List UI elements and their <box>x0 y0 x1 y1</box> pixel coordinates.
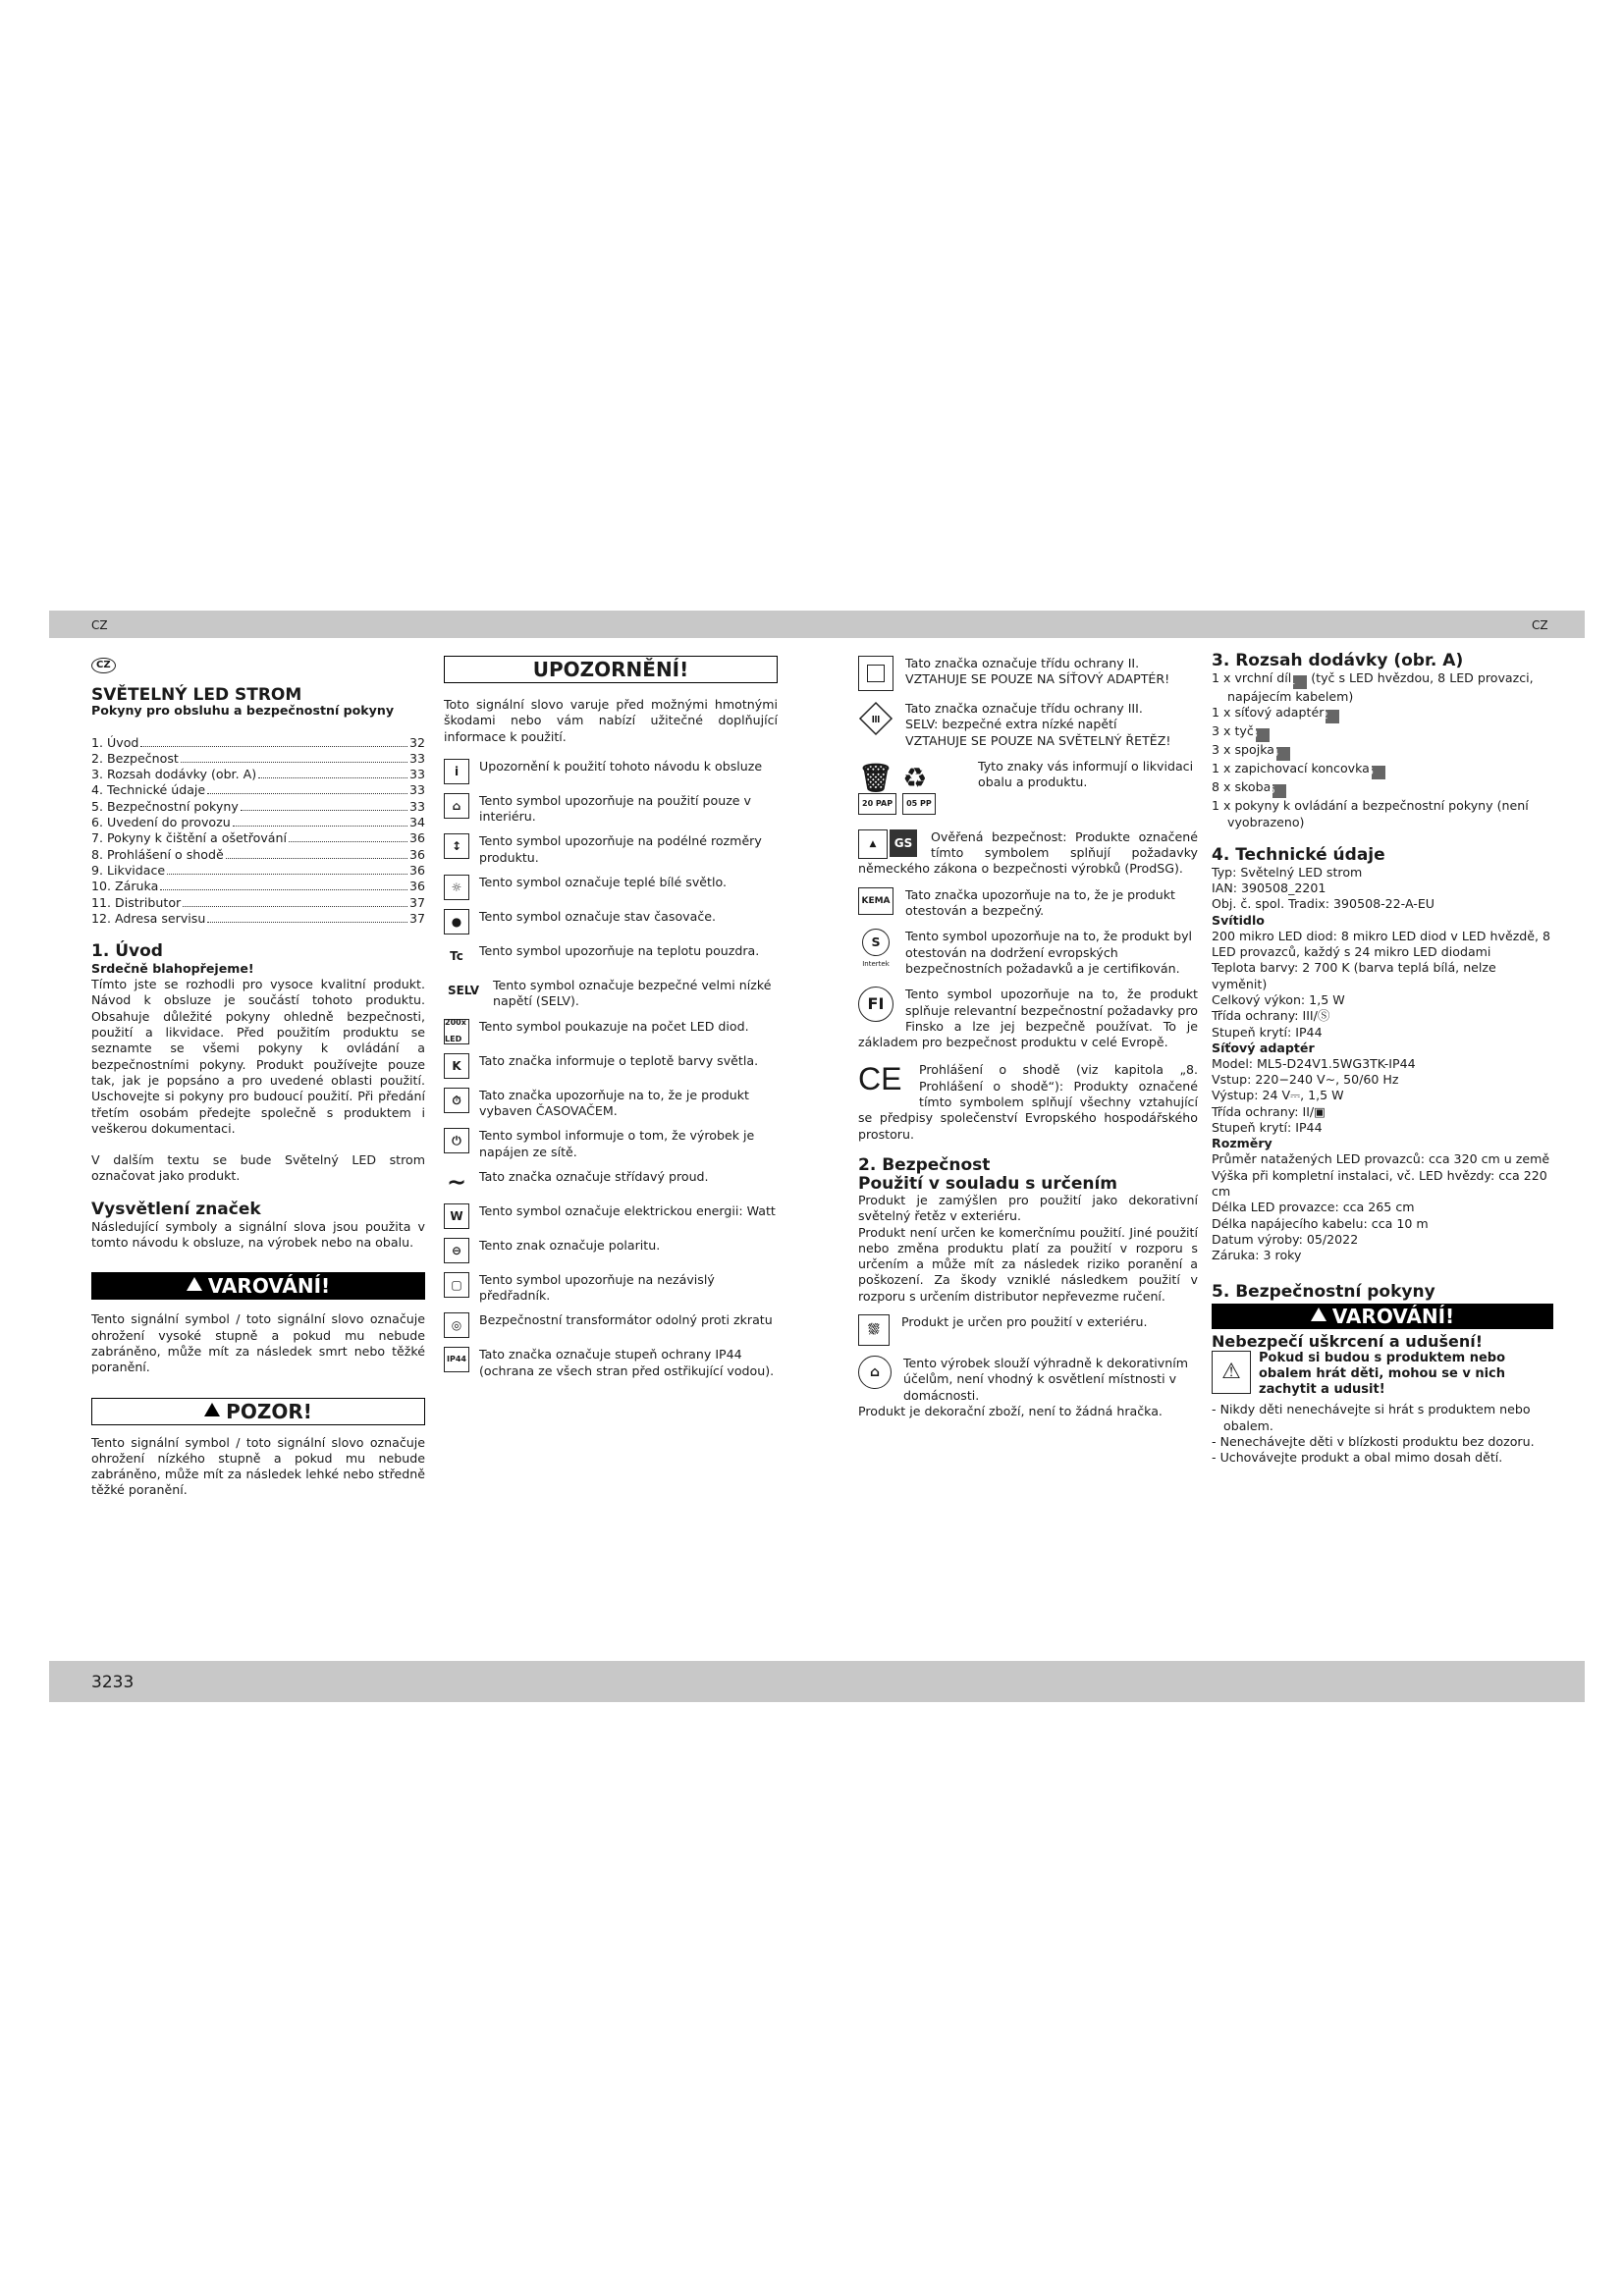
scope-item-text: 3 x tyč <box>1212 723 1254 739</box>
toc-leader <box>289 841 407 842</box>
toc-page: 37 <box>408 910 425 926</box>
toc-page: 37 <box>408 894 425 910</box>
symbol-row <box>444 1169 778 1195</box>
toc-leader <box>207 922 407 923</box>
safety-instructions-heading: 5. Bezpečnostní pokyny <box>1212 1282 1435 1303</box>
scope-item <box>1212 670 1553 705</box>
toc-leader <box>167 874 407 875</box>
warning-banner <box>91 1272 425 1300</box>
short-circuit-transformer-icon: ◎ <box>444 1312 469 1338</box>
symbol-description: Bezpečnostní transformátor odolný proti zkratu <box>479 1312 773 1328</box>
toc-label: 5. Bezpečnostní pokyny <box>91 798 239 814</box>
symbol-description: Tato značka informuje o teplotě barvy světla. <box>479 1052 759 1068</box>
symbol-row <box>444 833 778 866</box>
figure-number-badge: 5 <box>1372 766 1385 779</box>
ambient-temperature-icon: Tc <box>450 948 463 963</box>
tech-line: Obj. č. spol. Tradix: 390508-22-A-EU <box>1212 896 1435 912</box>
scope-item <box>1212 705 1553 723</box>
symbol-description: Tento symbol označuje bezpečné velmi nízké napětí (SELV). <box>493 978 772 1009</box>
symbol-row <box>444 1347 778 1379</box>
mains-plug-icon: ⏻ <box>444 1128 469 1153</box>
scope-item-text: 1 x vrchní díl <box>1212 670 1292 685</box>
indoor-use-icon: ⌂ <box>444 793 469 819</box>
toc-row <box>91 895 425 911</box>
toc-label: 11. Distributor <box>91 894 182 910</box>
caution-label: POZOR! <box>226 1399 312 1423</box>
toc-leader <box>226 858 407 859</box>
scope-list <box>1212 670 1553 830</box>
outdoor-use-icon: ⛆ <box>858 1314 890 1346</box>
polarity-icon: ⊖ <box>444 1238 469 1263</box>
selv-icon: SELV <box>447 983 480 997</box>
dimensions-heading: Rozměry <box>1212 1136 1272 1151</box>
toc-label: 2. Bezpečnost <box>91 750 179 766</box>
toc-row <box>91 830 425 846</box>
disposal-icons <box>858 759 966 820</box>
caution-banner <box>91 1398 425 1425</box>
toc-page: 32 <box>408 734 425 750</box>
intended-use-heading: Použití v souladu s určením <box>858 1173 1117 1194</box>
lang-label-left: CZ <box>91 618 108 632</box>
intro-paragraph: Tímto jste se rozhodli pro vysoce kvalitní produkt. Návod k obsluze je součástí tohoto produktu. Obsahuje důležité pokyny ohledně bezpečnosti, použití a likvidace. Před použitím produktu se seznamte se všemi pokyny k ovládání a bezpečnostními pokyny. Produkt používejte pouze tak, jak je popsáno a pro uvedené oblasti použití. Uschovejte si pokyny pro budoucí použití. Při předání třetím osobám předejte společně s produktem i veškerou dokumentaci. <box>91 977 425 1136</box>
safety-bullet-text: Uchovávejte produkt a obal mimo dosah dětí. <box>1219 1450 1503 1466</box>
tech-line: 200 mikro LED diod: 8 mikro LED diod v LED hvězdě, 8 LED provazců, každý s 24 mikro LED diodami <box>1212 928 1551 960</box>
symbol-description: Tento symbol označuje elektrickou energii: Watt <box>479 1202 776 1218</box>
tech-line: Vstup: 220−240 V∼, 50/60 Hz <box>1212 1072 1399 1088</box>
watt-icon: W <box>444 1203 469 1229</box>
intended-use-text-1: Produkt je zamýšlen pro použití jako dekorativní světelný řetěz v exteriéru. <box>858 1192 1198 1224</box>
toc-page: 36 <box>408 879 425 894</box>
toc-label: 6. Uvedení do provozu <box>91 815 231 830</box>
toc-page: 36 <box>408 846 425 862</box>
danger-text: Pokud si budou s produktem nebo obalem hrát děti, mohou se v nich zachytit a udusit! <box>1259 1351 1506 1398</box>
header-band <box>49 611 1585 638</box>
protection-class-2-icon <box>858 656 893 691</box>
warning-label-2: VAROVÁNÍ! <box>1331 1305 1455 1329</box>
symbol-description: Tento znak označuje polaritu. <box>479 1237 661 1253</box>
footer-band <box>49 1661 1585 1702</box>
recycling-pap-icon: 20 PAP <box>858 793 896 815</box>
toc-label: 9. Likvidace <box>91 862 166 878</box>
scope-item-extra: (tyč s LED hvězdou, 8 LED provazci, napájecím kabelem) <box>1227 670 1534 704</box>
warning-triangle-icon <box>187 1277 202 1291</box>
document-title: SVĚTELNÝ LED STROM <box>91 685 302 705</box>
tech-heading: 4. Technické údaje <box>1212 844 1385 865</box>
toc-page: 33 <box>408 767 425 782</box>
safety-bullet: - Nikdy děti nenechávejte si hrát s produktem nebo obalem. <box>1212 1402 1531 1433</box>
toc-row <box>91 879 425 894</box>
length-dimension-icon: ↕ <box>444 833 469 859</box>
scope-item-text: 1 x síťový adaptér <box>1212 705 1325 721</box>
symbol-description: Tento symbol upozorňuje na teplotu pouzdra. <box>479 943 760 959</box>
class2-text-1: Tato značka označuje třídu ochrany II. <box>905 656 1140 670</box>
scope-item <box>1212 798 1553 830</box>
fi-mark-icon: FI <box>858 987 893 1022</box>
lang-label-right: CZ <box>1532 618 1548 632</box>
adapter-heading: Síťový adaptér <box>1212 1040 1315 1055</box>
tech-line: Záruka: 3 roky <box>1212 1248 1302 1263</box>
manual-info-icon: i <box>444 759 469 784</box>
toc-label: 1. Úvod <box>91 734 139 750</box>
gs-mark-icon: ▲ GS <box>858 829 919 859</box>
class3-text-1: Tato značka označuje třídu ochrany III. <box>905 701 1143 716</box>
toc-row <box>91 767 425 782</box>
table-of-contents <box>91 735 425 928</box>
intended-use-text-2: Produkt není určen ke komerčnímu použití. Jiné použití nebo změna produktu platí za použití v rozporu s určením a může mít za následek riziko poranění a poškození. Za škody vzniklé následkem použití v rozporu s určením distributor nepřevezme ručení. <box>858 1224 1198 1304</box>
recycling-pp-icon: 05 PP <box>902 793 936 815</box>
country-badge: CZ <box>91 658 116 673</box>
class2-text-2: VZTAHUJE SE POUZE NA SÍŤOVÝ ADAPTÉR! <box>905 671 1170 687</box>
tech-general <box>1212 865 1553 913</box>
gs-text: Ověřená bezpečnost: Produkte označené tímto symbolem splňují požadavky německého zákona o bezpečnosti výrobků (ProdSG). <box>858 828 1198 877</box>
scope-item-text: 1 x pokyny k ovládání a bezpečnostní pokyny (není vyobrazeno) <box>1212 798 1529 829</box>
scope-item <box>1212 779 1553 798</box>
intertek-text: Tento symbol upozorňuje na to, že produkt byl otestován na dodržení evropských bezpečnostních požadavků a je certifikován. <box>905 929 1193 976</box>
decorative-only-icon: ⌂ <box>858 1356 892 1389</box>
symbol-description: Upozornění k použití tohoto návodu k obsluze <box>479 758 763 774</box>
toc-row <box>91 751 425 767</box>
toc-page: 33 <box>408 798 425 814</box>
document-subtitle: Pokyny pro obsluhu a bezpečnostní pokyny <box>91 703 395 719</box>
toc-leader <box>160 889 407 890</box>
symbols-heading: Vysvětlení značek <box>91 1199 261 1219</box>
toc-page: 33 <box>408 750 425 766</box>
symbol-description: Tento symbol poukazuje na počet LED diod. <box>479 1018 749 1034</box>
toc-leader <box>207 793 407 794</box>
symbol-row <box>444 909 778 934</box>
warning-label: VAROVÁNÍ! <box>207 1274 331 1299</box>
symbol-row <box>444 978 778 1010</box>
protection-class-3-icon <box>858 701 893 736</box>
symbol-description: Tato značka označuje střídavý proud. <box>479 1168 709 1184</box>
toc-label: 3. Rozsah dodávky (obr. A) <box>91 767 257 782</box>
symbol-description: Tato značka upozorňuje na to, že je produkt vybaven ČASOVAČEM. <box>479 1087 749 1118</box>
symbol-list <box>444 759 778 1379</box>
notice-banner: UPOZORNĚNÍ! <box>444 656 778 683</box>
column-3 <box>858 656 1198 1419</box>
danger-heading: Nebezpečí uškrcení a udušení! <box>1212 1332 1484 1352</box>
tech-line: Typ: Světelný LED strom <box>1212 864 1363 880</box>
kema-text: Tato značka upozorňuje na to, že je produkt otestován a bezpečný. <box>905 886 1175 919</box>
toc-page: 34 <box>408 815 425 830</box>
child-strangulation-icon: ⚠ <box>1212 1351 1251 1394</box>
symbol-row <box>444 1238 778 1263</box>
toc-label: 8. Prohlášení o shodě <box>91 846 224 862</box>
caution-triangle-icon <box>204 1403 220 1416</box>
tech-line: Teplota barvy: 2 700 K (barva teplá bílá, nelze vyměnit) <box>1212 960 1496 991</box>
fi-text: Tento symbol upozorňuje na to, že produkt splňuje relevantní bezpečnostní požadavky pro Finsko a lze jej bezpečně používat. To je základem pro bezpečnost produktu v celé Evropě. <box>858 987 1198 1050</box>
toc-row <box>91 735 425 751</box>
tech-line: Datum výroby: 05/2022 <box>1212 1231 1359 1247</box>
ip44-icon: IP44 <box>444 1347 469 1372</box>
symbols-intro: Následující symboly a signální slova jsou použita v tomto návodu k obsluze, na výrobek nebo na obalu. <box>91 1218 425 1251</box>
toc-label: 4. Technické údaje <box>91 782 206 798</box>
tech-line: Výstup: 24 V⎓, 1,5 W <box>1212 1088 1344 1103</box>
page-numbers: 3233 <box>91 1673 135 1692</box>
tech-line: Výška při kompletní instalaci, vč. LED hvězdy: cca 220 cm <box>1212 1167 1547 1199</box>
tech-line: Stupeň krytí: IP44 <box>1212 1024 1323 1040</box>
symbol-row <box>444 1128 778 1160</box>
scope-item-text: 8 x skoba <box>1212 779 1272 795</box>
timer-icon: ⏱ <box>444 1088 469 1113</box>
figure-number-badge: 4 <box>1276 747 1290 761</box>
decor-text: Tento výrobek slouží výhradně k dekorativním účelům, není vhodný k osvětlení místnosti v domácnosti. <box>903 1356 1188 1403</box>
warning-triangle-icon <box>1311 1308 1326 1321</box>
warning-text: Tento signální symbol / toto signální slovo označuje ohrožení vysoké stupně a pokud mu nebude zabráněno, může mít za následek smrt nebo těžké poranění. <box>91 1311 425 1375</box>
toc-leader <box>183 906 407 907</box>
intro-heading: 1. Úvod <box>91 941 163 962</box>
toc-page: 36 <box>408 830 425 846</box>
color-temperature-icon: K <box>444 1053 469 1079</box>
notice-text: Toto signální slovo varuje před možnými hmotnými škodami nebo vám nabízí užitečné doplňující informace k použití. <box>444 697 778 744</box>
alternating-current-icon: ∼ <box>446 1167 467 1196</box>
scope-item <box>1212 761 1553 779</box>
independent-driver-icon: ▢ <box>444 1272 469 1298</box>
toc-leader <box>241 810 407 811</box>
toc-row <box>91 799 425 815</box>
tech-line: Délka napájecího kabelu: cca 10 m <box>1212 1215 1429 1231</box>
tech-line: Model: ML5-D24V1.5WG3TK-IP44 <box>1212 1055 1416 1071</box>
safety-bullet: - Uchovávejte produkt a obal mimo dosah dětí. <box>1212 1450 1503 1466</box>
warning-banner-2 <box>1212 1304 1553 1329</box>
tech-line: Délka LED provazce: cca 265 cm <box>1212 1200 1415 1215</box>
intro-subheading: Srdečně blahopřejeme! <box>91 961 254 977</box>
wheelie-bin-icon: 🗑 ♻ <box>858 761 928 794</box>
symbol-row <box>444 943 778 969</box>
symbol-description: Tento symbol upozorňuje na nezávislý předřadník. <box>479 1271 715 1304</box>
luminaire-heading: Svítidlo <box>1212 912 1265 928</box>
toc-leader <box>233 826 407 827</box>
warm-white-light-icon: ☼ <box>444 875 469 900</box>
class3-text-3: VZTAHUJE SE POUZE NA SVĚTELNÝ ŘETĚZ! <box>905 732 1171 748</box>
tech-line: Celkový výkon: 1,5 W <box>1212 991 1345 1007</box>
symbol-description: Tento symbol upozorňuje na použití pouze v interiéru. <box>479 792 752 825</box>
symbol-description: Tato značka označuje stupeň ochrany IP44 (ochrana ze všech stran před ostřikující vodou). <box>479 1347 775 1378</box>
column-4 <box>1212 652 1553 1467</box>
toc-page: 33 <box>408 782 425 798</box>
toc-label: 7. Pokyny k čištění a ošetřování <box>91 830 287 846</box>
tech-dimensions <box>1212 1151 1553 1263</box>
tech-adapter <box>1212 1056 1553 1136</box>
tech-line: Třída ochrany: III/Ⓢ <box>1212 1008 1330 1024</box>
scope-item-text: 3 x spojka <box>1212 742 1275 758</box>
tech-line: Třída ochrany: II/▣ <box>1212 1103 1326 1119</box>
toc-leader <box>258 777 407 778</box>
svg-text:III: III <box>871 715 881 725</box>
tech-line: Průměr natažených LED provazců: cca 320 cm u země <box>1212 1151 1550 1167</box>
decor-text-2: Produkt je dekorační zboží, není to žádná hračka. <box>858 1403 1163 1418</box>
symbol-description: Tento symbol označuje stav časovače. <box>479 909 717 925</box>
safety-bullet-text: Nenechávejte děti v blízkosti produktu bez dozoru. <box>1219 1434 1535 1450</box>
toc-row <box>91 863 425 879</box>
symbol-description: Tento symbol upozorňuje na podélné rozměry produktu. <box>479 833 762 865</box>
class3-text-2: SELV: bezpečné extra nízké napětí <box>905 717 1117 732</box>
toc-row <box>91 847 425 863</box>
safety-bullets <box>1212 1402 1553 1466</box>
toc-row <box>91 782 425 798</box>
tech-line: Stupeň krytí: IP44 <box>1212 1120 1323 1136</box>
toc-row <box>91 911 425 927</box>
symbol-row <box>444 793 778 826</box>
scope-item-text: 1 x zapichovací koncovka <box>1212 761 1370 776</box>
figure-number-badge: 3 <box>1256 728 1270 742</box>
timer-state-icon: ● <box>444 909 469 934</box>
toc-leader <box>181 762 407 763</box>
scope-item <box>1212 742 1553 761</box>
toc-label: 10. Záruka <box>91 879 159 894</box>
intertek-mark-icon: S Intertek <box>858 929 893 972</box>
toc-leader <box>140 746 407 747</box>
symbol-description: Tento symbol označuje teplé bílé světlo. <box>479 875 727 890</box>
tech-luminaire <box>1212 929 1553 1041</box>
safety-heading: 2. Bezpečnost <box>858 1154 991 1175</box>
kema-mark-icon: KEMA <box>858 887 893 915</box>
symbol-row <box>444 1019 778 1044</box>
scope-item <box>1212 723 1553 742</box>
figure-number-badge: 2 <box>1326 710 1339 723</box>
column-2 <box>444 656 778 1388</box>
ce-mark-icon: CE <box>858 1061 902 1097</box>
safety-bullet: - Nenechávejte děti v blízkosti produktu bez dozoru. <box>1212 1434 1535 1450</box>
figure-number-badge: 1 <box>1293 675 1307 689</box>
outdoor-text: Produkt je určen pro použití v exteriéru. <box>901 1314 1148 1330</box>
caution-text: Tento signální symbol / toto signální slovo označuje ohrožení nízkého stupně a pokud mu nebude zabráněno, může mít za následek lehké nebo středně těžké poranění. <box>91 1434 425 1498</box>
toc-row <box>91 815 425 830</box>
figure-number-badge: 6 <box>1272 784 1286 798</box>
toc-page: 36 <box>408 862 425 878</box>
symbol-description: Tento symbol informuje o tom, že výrobek je napájen ze sítě. <box>479 1128 755 1159</box>
ce-text: Prohlášení o shodě (viz kapitola „8. Prohlášení o shodě“): Produkty označené tímto symbolem splňují všechny vztahující se předpisy společenství Evropského hospodářského prostoru. <box>858 1062 1198 1142</box>
scope-heading: 3. Rozsah dodávky (obr. A) <box>1212 651 1464 670</box>
tech-line: IAN: 390508_2201 <box>1212 881 1326 896</box>
symbol-row <box>444 1203 778 1229</box>
intro-paragraph-2: V dalším textu se bude Světelný LED strom označovat jako produkt. <box>91 1152 425 1184</box>
safety-bullet-text: Nikdy děti nenechávejte si hrát s produktem nebo obalem. <box>1219 1402 1531 1433</box>
symbol-row <box>444 875 778 900</box>
symbol-row <box>444 1312 778 1338</box>
column-1 <box>91 656 425 1499</box>
symbol-row <box>444 1088 778 1120</box>
symbol-row <box>444 1272 778 1305</box>
disposal-text: Tyto znaky vás informují o likvidaci obalu a produktu. <box>978 758 1194 790</box>
toc-label: 12. Adresa servisu <box>91 910 206 926</box>
led-count-icon: 200x LED <box>444 1019 469 1044</box>
symbol-row <box>444 1053 778 1079</box>
symbol-row <box>444 759 778 784</box>
